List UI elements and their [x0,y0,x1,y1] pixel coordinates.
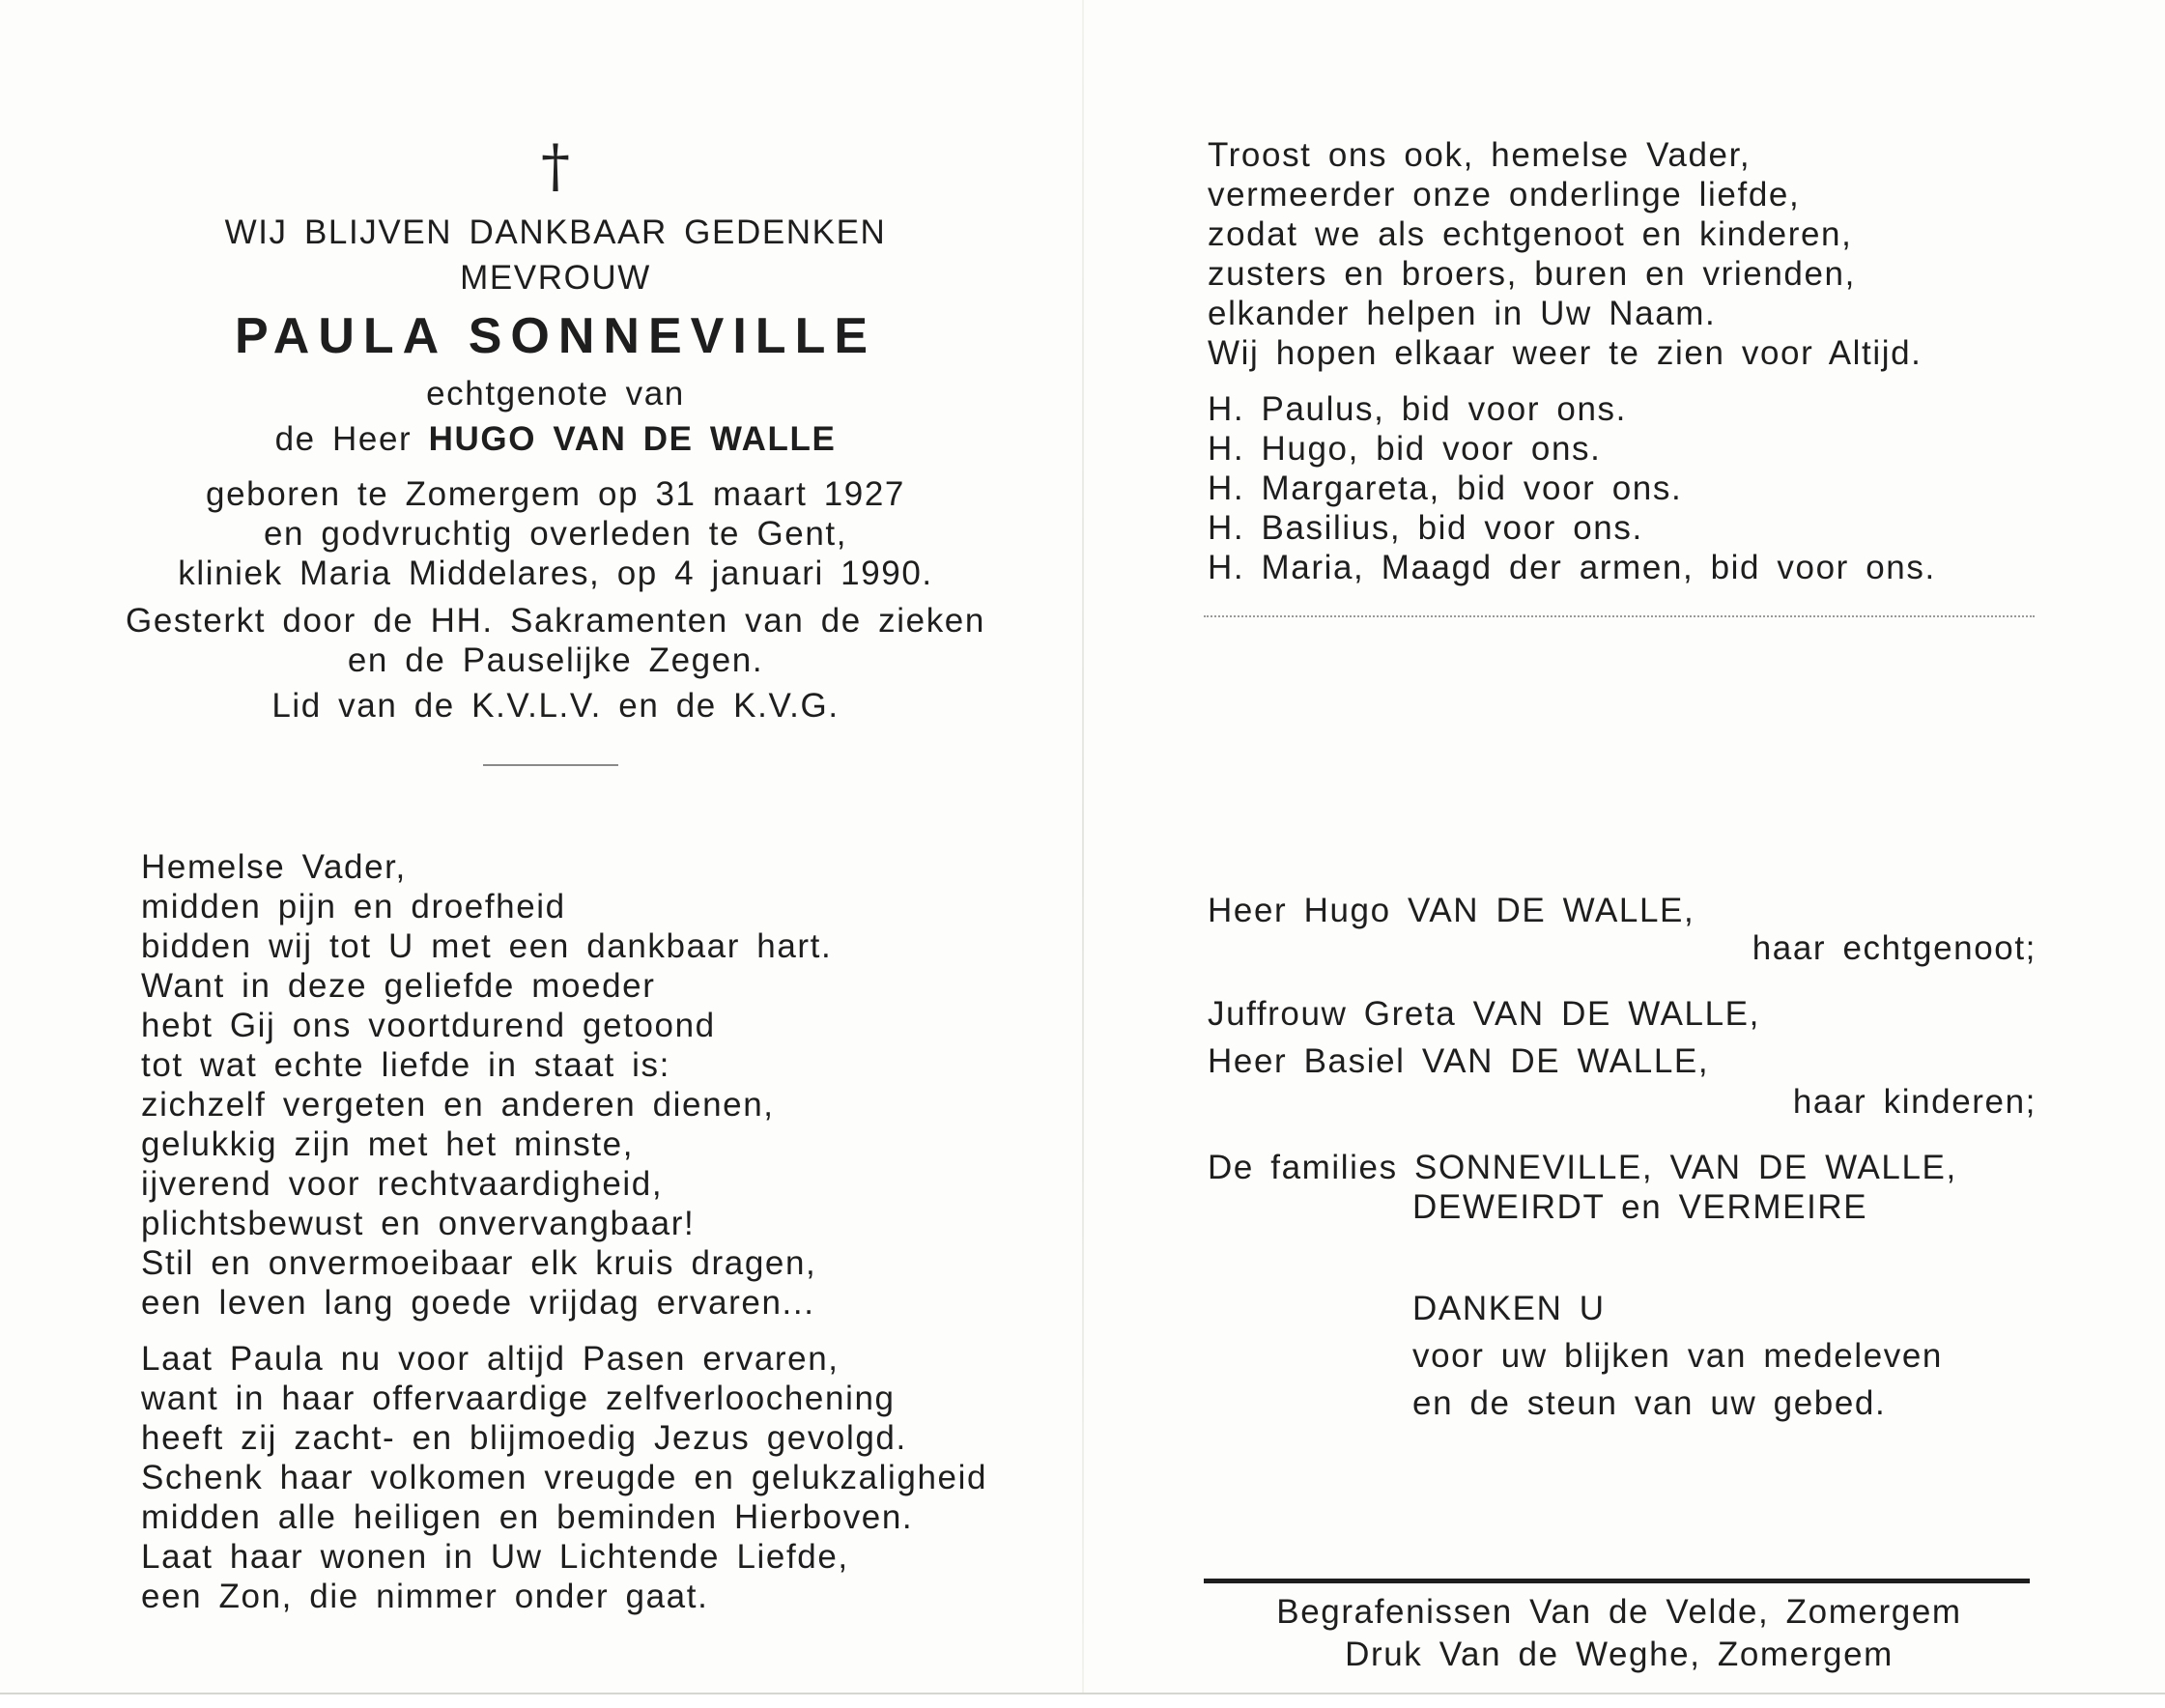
cross-icon: † [541,132,570,200]
sacraments-line-1: Gesterkt door de HH. Sakramenten van de zieken [126,602,985,640]
thanks-line: voor uw blijken van medeleven [1412,1337,1944,1375]
prayer-line: Hemelse Vader, [141,848,407,886]
thanks-line: en de steun van uw gebed. [1412,1384,1887,1422]
prayer-line: Schenk haar volkomen vreugde en gelukzaligheid [141,1459,988,1496]
invocation-line: H. Maria, Maagd der armen, bid voor ons. [1208,549,1936,586]
spouse-prefix: de Heer [274,420,413,458]
prayer-line: een leven lang goede vrijdag ervaren... [141,1284,815,1322]
printer: Druk Van de Weghe, Zomergem [1345,1636,1894,1673]
header-line-1: WIJ BLIJVEN DANKBAAR GEDENKEN [224,214,887,251]
prayer-line: tot wat echte liefde in staat is: [141,1046,670,1084]
prayer-line: hebt Gij ons voortdurend getoond [141,1007,716,1044]
spouse-line [116,419,995,459]
prayer-line: midden pijn en droefheid [141,888,566,925]
prayer-line: Laat Paula nu voor altijd Pasen ervaren, [141,1340,840,1378]
invocation-line: H. Paulus, bid voor ons. [1208,390,1627,428]
prayer-line: een Zon, die nimmer onder gaat. [141,1578,709,1615]
prayer-line: vermeerder onze onderlinge liefde, [1208,176,1801,214]
prayer-line: Troost ons ook, hemelse Vader, [1208,136,1752,174]
prayer-line: bidden wij tot U met een dankbaar hart. [141,927,833,965]
prayer-line: plichtsbewust en onvervangbaar! [141,1205,696,1242]
prayer-line: Want in deze geliefde moeder [141,967,656,1005]
prayer-line: heeft zij zacht- en blijmoedig Jezus gevolgd. [141,1419,907,1457]
prayer-line: Stil en onvermoeibaar elk kruis dragen, [141,1244,817,1282]
prayer-line: Laat haar wonen in Uw Lichtende Liefde, [141,1538,849,1576]
invocation-line: H. Margareta, bid voor ons. [1208,470,1683,507]
husband-role: haar echtgenoot; [1752,929,2037,967]
invocation-line: H. Hugo, bid voor ons. [1208,430,1602,468]
thanks-heading: DANKEN U [1412,1290,1606,1327]
card-fold [1082,0,1084,1706]
sacraments-line-2: en de Pauselijke Zegen. [347,641,764,679]
funeral-director: Begrafenissen Van de Velde, Zomergem [1276,1593,1962,1631]
families-line-2: DEWEIRDT en VERMEIRE [1412,1188,1868,1226]
invocation-line: H. Basilius, bid voor ons. [1208,509,1643,547]
bio-line-1: geboren te Zomergem op 31 maart 1927 [206,475,905,513]
membership-line: Lid van de K.V.L.V. en de K.V.G. [271,687,840,725]
prayer-line: gelukkig zijn met het minste, [141,1125,635,1163]
spouse-intro: echtgenote van [426,375,685,413]
prayer-line: Wij hopen elkaar weer te zien voor Altijd. [1208,334,1923,372]
prayer-line: want in haar offervaardige zelfverloochening [141,1380,896,1417]
child-line: Juffrouw Greta VAN DE WALLE, [1208,995,1760,1033]
prayer-line: zodat we als echtgenoot en kinderen, [1208,215,1853,253]
child-line: Heer Basiel VAN DE WALLE, [1208,1042,1710,1080]
bio-line-3: kliniek Maria Middelares, op 4 januari 1990. [178,555,933,592]
prayer-line: zusters en broers, buren en vrienden, [1208,255,1856,293]
header-line-2: MEVROUW [460,259,651,297]
prayer-line: midden alle heiligen en beminden Hierboven. [141,1498,914,1536]
families-line-1: De families SONNEVILLE, VAN DE WALLE, [1208,1149,1957,1186]
divider [483,764,618,766]
spouse-name: HUGO VAN DE WALLE [428,420,837,458]
prayer-line: ijverend voor rechtvaardigheid, [141,1165,664,1203]
bio-line-2: en godvruchtig overleden te Gent, [263,515,848,553]
prayer-line: zichzelf vergeten en anderen dienen, [141,1086,775,1124]
husband-line: Heer Hugo VAN DE WALLE, [1208,892,1695,929]
printer-divider [1204,1579,2030,1583]
prayer-line: elkander helpen in Uw Naam. [1208,295,1717,332]
dotted-divider [1204,615,2035,617]
children-role: haar kinderen; [1792,1083,2037,1121]
deceased-name: PAULA SONNEVILLE [234,308,877,364]
